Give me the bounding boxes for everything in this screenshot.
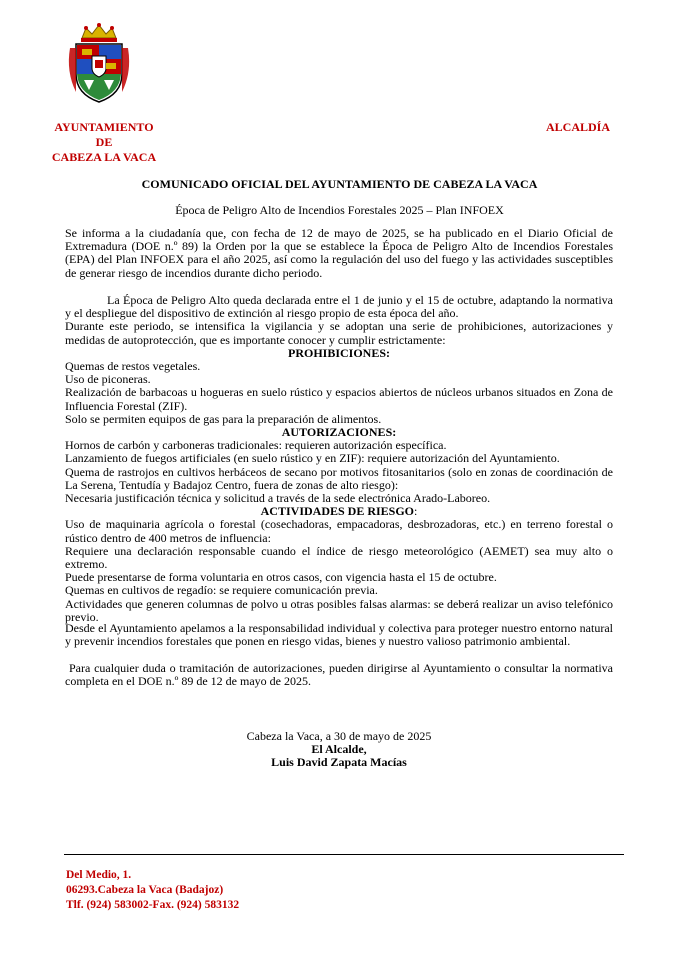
section-heading-prohibiciones: PROHIBICIONES:	[287, 345, 391, 360]
intro-paragraph	[65, 227, 613, 280]
period-paragraph: La Época de Peligro Alto queda declarada entre el 1 de junio y el 15 de octubre, adaptando la normativa y el despliegue del dispositivo de extinción al riesgo propio de esta época del año.	[65, 293, 613, 321]
list-item: Realización de barbacoas u hogueras en suelo rústico y espacios abiertos de núcleos urbanos situados en Zona de Influencia Forestal (ZIF).	[65, 385, 613, 413]
intro-text: Se informa a la ciudadanía que, con fecha de 12 de mayo de 2025, se ha publicado en el Diario Oficial de Extremadura (DOE n.º 89) la Orden por la que se establece la Época de Peligro Alto de Incendios Forestales (EPA) del Plan INFOEX para el año 2025, así como la regulación del uso del fuego y las actividades susceptibles de generar riesgo de incendios durante dicho periodo.	[65, 226, 613, 280]
list-item: Quema de rastrojos en cultivos herbáceos de secano por motivos fitosanitarios (solo en zonas de coordinación de La Serena, Tentudía y Badajoz Centro, fuera de zonas de alto riesgo):	[65, 464, 613, 492]
header-line: DE	[95, 135, 113, 149]
list-item: Actividades que generen columnas de polvo u otras posibles falsas alarmas: se deberá realizar un aviso telefónico previo.	[65, 596, 613, 624]
appeal-paragraph	[65, 622, 613, 648]
footer-divider	[64, 854, 624, 855]
contact-text: Para cualquier duda o tramitación de autorizaciones, pueden dirigirse al Ayuntamiento o consultar la normativa completa en el DOE n.º 89 de 12 de mayo de 2025.	[65, 661, 613, 689]
signature-block	[65, 730, 613, 770]
footer-line: Del Medio, 1.	[66, 869, 132, 881]
list-item: Uso de piconeras.	[65, 372, 151, 387]
footer-line: 06293.Cabeza la Vaca (Badajoz)	[66, 884, 224, 896]
list-item: Puede presentarse de forma voluntaria en otros casos, con vigencia hasta el 15 de octubre.	[65, 570, 497, 585]
list-item: Quemas en cultivos de regadío: se requiere comunicación previa.	[65, 583, 378, 598]
footer-line: Tlf. (924) 583002-Fax. (924) 583132	[66, 899, 240, 911]
signer-name: Luis David Zapata Macías	[271, 755, 407, 770]
office-header: ALCALDÍA	[546, 120, 611, 134]
coat-of-arms-logo	[64, 22, 134, 104]
list-item: Necesaria justificación técnica y solicitud a través de la sede electrónica Arado-Laboreo.	[65, 491, 491, 506]
list-item: Hornos de carbón y carboneras tradicionales: requieren autorización específica.	[65, 438, 447, 453]
municipality-header	[48, 120, 160, 165]
list-item: Uso de maquinaria agrícola o forestal (cosechadoras, empacadoras, desbrozadoras, etc.) en terreno forestal o rústico dentro de 400 metros de influencia:	[65, 517, 613, 545]
document-title: COMUNICADO OFICIAL DEL AYUNTAMIENTO DE CABEZA LA VACA	[141, 177, 538, 191]
section-heading-colon: :	[414, 504, 418, 519]
section-heading-autorizaciones: AUTORIZACIONES:	[281, 425, 397, 440]
signer-role: El Alcalde,	[311, 742, 367, 757]
footer-address	[66, 868, 239, 913]
main-content	[65, 294, 613, 624]
header-line: CABEZA LA VACA	[51, 150, 157, 164]
list-item: Quemas de restos vegetales.	[65, 359, 201, 374]
place-date: Cabeza la Vaca, a 30 de mayo de 2025	[246, 729, 432, 743]
header-line: AYUNTAMIENTO	[54, 120, 154, 134]
appeal-text: Desde el Ayuntamiento apelamos a la responsabilidad individual y colectiva para proteger nuestro entorno natural y prevenir incendios forestales que ponen en riesgo vidas, bienes y nuestro valioso patrimonio ambiental.	[65, 621, 613, 649]
list-item: Lanzamiento de fuegos artificiales (en suelo rústico y en ZIF): requiere autorización del Ayuntamiento.	[65, 451, 560, 466]
list-item: Solo se permiten equipos de gas para la preparación de alimentos.	[65, 411, 382, 426]
list-item: Requiere una declaración responsable cuando el índice de riesgo meteorológico (AEMET) sea muy alto o extremo.	[65, 543, 613, 572]
vigilance-paragraph: Durante este periodo, se intensifica la vigilancia y se adoptan una serie de prohibiciones, autorizaciones y medidas de autoprotección, que es importante conocer y cumplir estrictamente:	[65, 319, 613, 347]
section-heading-actividades-text: ACTIVIDADES DE RIESGO	[260, 504, 415, 519]
document-subtitle: Época de Peligro Alto de Incendios Forestales 2025 – Plan INFOEX	[175, 203, 504, 217]
contact-paragraph	[65, 662, 613, 688]
